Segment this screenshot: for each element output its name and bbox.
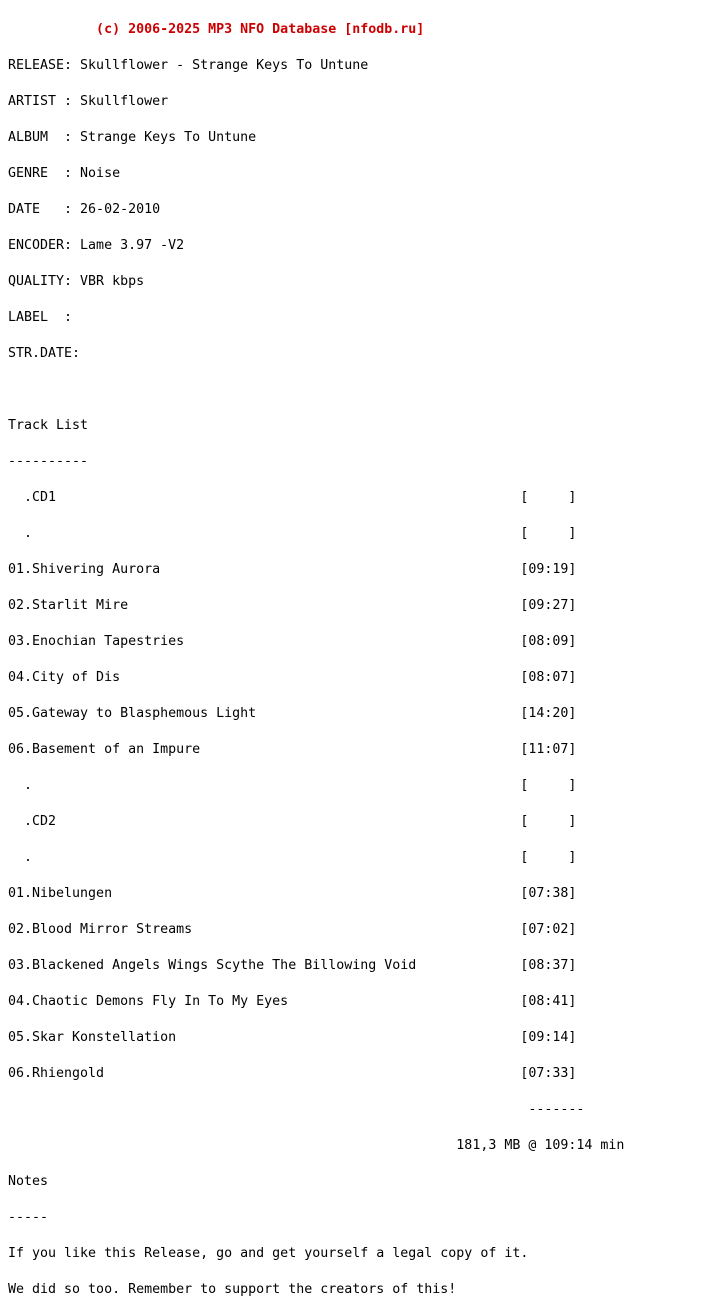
str-date-line: STR.DATE: <box>8 346 81 361</box>
notes-underline: ----- <box>8 1210 49 1225</box>
total-separator: ------- <box>8 1102 585 1117</box>
cd-spacer: . [ ] <box>8 778 577 793</box>
cd1-heading: .CD1 [ ] <box>8 490 577 505</box>
track-row: 05.Gateway to Blasphemous Light [14:20] <box>8 706 577 721</box>
artist-line: ARTIST : Skullflower <box>8 94 169 109</box>
release-line: RELEASE: Skullflower - Strange Keys To Untune <box>8 58 369 73</box>
track-row: 01.Shivering Aurora [09:19] <box>8 562 577 577</box>
date-line: DATE : 26-02-2010 <box>8 202 161 217</box>
label-line: LABEL : <box>8 310 73 325</box>
track-row: 05.Skar Konstellation [09:14] <box>8 1030 577 1045</box>
track-row: 03.Enochian Tapestries [08:09] <box>8 634 577 649</box>
encoder-line: ENCODER: Lame 3.97 -V2 <box>8 238 185 253</box>
genre-line: GENRE : Noise <box>8 166 121 181</box>
blank-line <box>8 384 624 396</box>
track-row: 02.Starlit Mire [09:27] <box>8 598 577 613</box>
track-list-heading: Track List <box>8 418 89 433</box>
notes-heading: Notes <box>8 1174 49 1189</box>
cd2-spacer: . [ ] <box>8 850 577 865</box>
track-row: 02.Blood Mirror Streams [07:02] <box>8 922 577 937</box>
nfo-document <box>8 0 624 1308</box>
track-row: 04.City of Dis [08:07] <box>8 670 577 685</box>
quality-line: QUALITY: VBR kbps <box>8 274 145 289</box>
track-list-underline: ---------- <box>8 454 89 469</box>
notes-text-line: We did so too. Remember to support the creators of this! <box>8 1282 457 1297</box>
cd2-heading: .CD2 [ ] <box>8 814 577 829</box>
track-row: 06.Basement of an Impure [11:07] <box>8 742 577 757</box>
album-line: ALBUM : Strange Keys To Untune <box>8 130 257 145</box>
total-size-duration: 181,3 MB @ 109:14 min <box>8 1138 625 1153</box>
track-row: 01.Nibelungen [07:38] <box>8 886 577 901</box>
nfodb-copyright-header: (c) 2006-2025 MP3 NFO Database [nfodb.ru] <box>8 22 425 37</box>
track-row: 04.Chaotic Demons Fly In To My Eyes [08:41] <box>8 994 577 1009</box>
cd1-spacer: . [ ] <box>8 526 577 541</box>
notes-text-line: If you like this Release, go and get yourself a legal copy of it. <box>8 1246 529 1261</box>
track-row: 06.Rhiengold [07:33] <box>8 1066 577 1081</box>
track-row: 03.Blackened Angels Wings Scythe The Billowing Void [08:37] <box>8 958 577 973</box>
